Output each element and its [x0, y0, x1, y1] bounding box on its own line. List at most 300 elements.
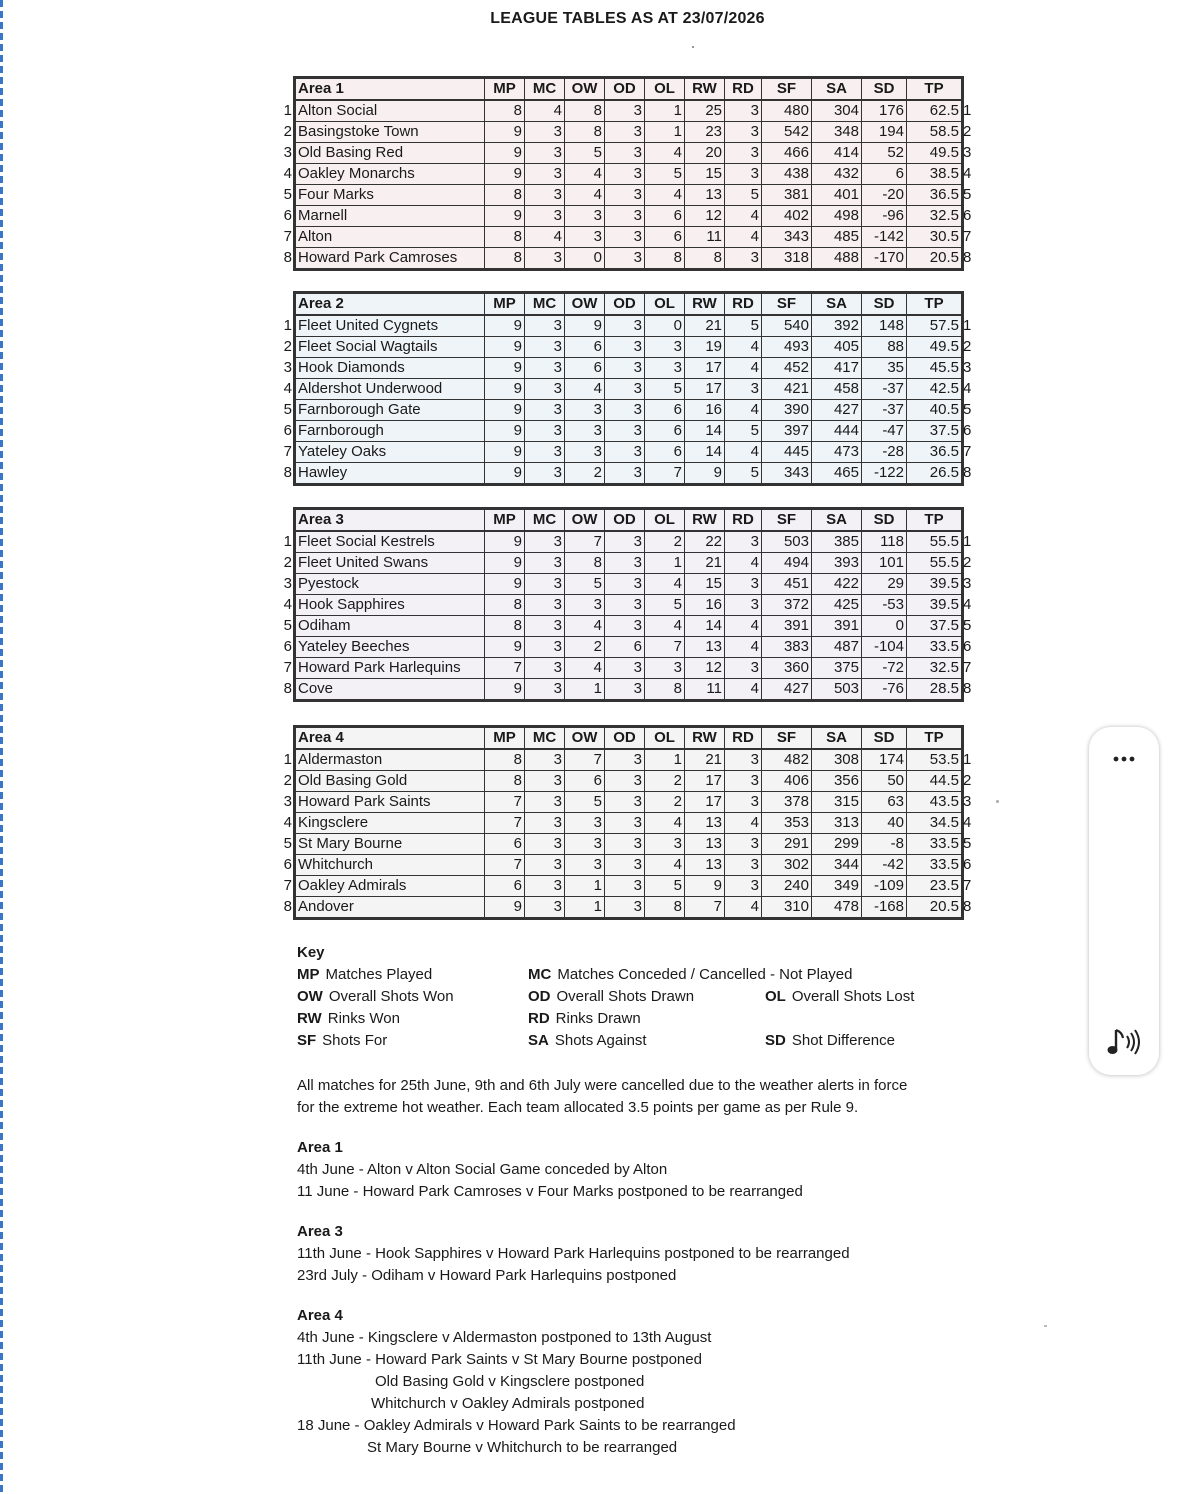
page-title: LEAGUE TABLES AS AT 23/07/2026 — [490, 10, 765, 27]
stat-cell: 3 — [525, 876, 565, 897]
stat-cell: 8 — [645, 248, 685, 270]
stat-cell: 21 — [685, 315, 725, 337]
stat-cell: 5 — [725, 315, 762, 337]
column-header: RW — [685, 509, 725, 532]
position-column-left — [281, 315, 292, 483]
column-header: SD — [862, 727, 907, 750]
position-column-left — [281, 749, 292, 917]
stat-cell: 3 — [525, 897, 565, 919]
stat-cell: 466 — [762, 143, 812, 164]
stat-cell: 3 — [605, 400, 645, 421]
stat-cell: 3 — [725, 855, 762, 876]
page-left-border — [0, 0, 3, 1494]
stat-cell: 542 — [762, 122, 812, 143]
column-header: OD — [605, 293, 645, 316]
team-name: Fleet United Swans — [295, 553, 485, 574]
stat-cell: 3 — [565, 227, 605, 248]
area-heading: Area 4 — [295, 727, 485, 750]
column-header: SA — [812, 78, 862, 101]
stat-cell: 3 — [605, 771, 645, 792]
notice-line: All matches for 25th June, 9th and 6th July were cancelled due to the weather alerts in force — [297, 1077, 908, 1094]
stat-cell: 318 — [762, 248, 812, 270]
column-header: SA — [812, 727, 862, 750]
stat-cell: 421 — [762, 379, 812, 400]
stat-cell: 427 — [762, 679, 812, 701]
stat-cell: 3 — [605, 897, 645, 919]
stat-cell: 33.5 — [907, 834, 963, 855]
column-header: OW — [565, 509, 605, 532]
column-header: OW — [565, 293, 605, 316]
position-number: 2 — [963, 123, 972, 140]
column-header: RW — [685, 293, 725, 316]
table-row — [295, 400, 963, 421]
stat-cell: 3 — [605, 531, 645, 553]
position-number: 1 — [283, 533, 292, 550]
table-row — [295, 574, 963, 595]
more-options-button[interactable] — [1105, 741, 1143, 777]
table-header-row — [295, 293, 963, 316]
team-name: Pyestock — [295, 574, 485, 595]
key-abbreviation: OD — [528, 988, 551, 1005]
stat-cell: 240 — [762, 876, 812, 897]
stat-cell: 13 — [685, 185, 725, 206]
stat-cell: 176 — [862, 100, 907, 122]
key-item — [297, 1032, 387, 1049]
column-header: OL — [645, 727, 685, 750]
stat-cell: 45.5 — [907, 358, 963, 379]
stat-cell: 353 — [762, 813, 812, 834]
stat-cell: 3 — [645, 658, 685, 679]
area-heading: Area 3 — [295, 509, 485, 532]
stat-cell: 3 — [605, 749, 645, 771]
stat-cell: -76 — [862, 679, 907, 701]
stat-cell: 8 — [485, 771, 525, 792]
stat-cell: -8 — [862, 834, 907, 855]
stat-cell: 3 — [525, 122, 565, 143]
stat-cell: 3 — [725, 248, 762, 270]
stat-cell: 6 — [605, 637, 645, 658]
stat-cell: 0 — [645, 315, 685, 337]
stat-cell: 20.5 — [907, 897, 963, 919]
team-name: Whitchurch — [295, 855, 485, 876]
league-table — [293, 76, 964, 271]
stat-cell: 8 — [485, 185, 525, 206]
stat-cell: 425 — [812, 595, 862, 616]
stat-cell: 1 — [645, 122, 685, 143]
stat-cell: 493 — [762, 337, 812, 358]
stat-cell: 3 — [605, 463, 645, 485]
position-number: 8 — [283, 249, 292, 266]
position-number: 1 — [963, 317, 972, 334]
note-line: 23rd July - Odiham v Howard Park Harlequins postponed — [297, 1267, 677, 1284]
position-number: 8 — [963, 464, 972, 481]
position-number: 5 — [963, 835, 972, 852]
column-header: OW — [565, 727, 605, 750]
stat-cell: -109 — [862, 876, 907, 897]
key-item — [297, 988, 454, 1005]
stat-cell: 9 — [685, 876, 725, 897]
team-name: Farnborough Gate — [295, 400, 485, 421]
stat-cell: 9 — [485, 379, 525, 400]
stat-cell: 4 — [725, 679, 762, 701]
stat-cell: 3 — [525, 616, 565, 637]
stat-cell: 6 — [485, 834, 525, 855]
scan-speck — [996, 800, 999, 803]
stat-cell: 1 — [565, 679, 605, 701]
column-header: TP — [907, 727, 963, 750]
stat-cell: 9 — [485, 531, 525, 553]
stat-cell: 9 — [485, 553, 525, 574]
more-horizontal-icon — [1105, 741, 1143, 777]
stat-cell: 6 — [645, 206, 685, 227]
stat-cell: 62.5 — [907, 100, 963, 122]
column-header: MC — [525, 293, 565, 316]
stat-cell: 20 — [685, 143, 725, 164]
stat-cell: 29 — [862, 574, 907, 595]
stat-cell: 13 — [685, 813, 725, 834]
stat-cell: 482 — [762, 749, 812, 771]
stat-cell: 5 — [645, 164, 685, 185]
table-row — [295, 206, 963, 227]
stat-cell: 3 — [525, 531, 565, 553]
stat-cell: 445 — [762, 442, 812, 463]
table-row — [295, 897, 963, 919]
stat-cell: 360 — [762, 658, 812, 679]
stat-cell: 32.5 — [907, 658, 963, 679]
position-number: 2 — [283, 772, 292, 789]
stat-cell: 3 — [525, 206, 565, 227]
position-number: 3 — [963, 144, 972, 161]
stat-cell: 0 — [862, 616, 907, 637]
stat-cell: 3 — [565, 442, 605, 463]
stat-cell: 9 — [485, 400, 525, 421]
stat-cell: 3 — [525, 248, 565, 270]
stat-cell: -168 — [862, 897, 907, 919]
stat-cell: 3 — [525, 679, 565, 701]
position-column-right — [963, 749, 975, 917]
position-number: 1 — [963, 751, 972, 768]
stat-cell: 3 — [605, 553, 645, 574]
stat-cell: 4 — [725, 616, 762, 637]
position-number: 8 — [963, 680, 972, 697]
stat-cell: 28.5 — [907, 679, 963, 701]
position-column-right — [963, 315, 975, 483]
stat-cell: 3 — [605, 421, 645, 442]
stat-cell: 4 — [565, 164, 605, 185]
column-header: SA — [812, 509, 862, 532]
position-number: 1 — [283, 317, 292, 334]
stat-cell: 9 — [485, 337, 525, 358]
key-description: Overall Shots Won — [328, 988, 454, 1005]
stat-cell: 32.5 — [907, 206, 963, 227]
key-abbreviation: RW — [297, 1010, 322, 1027]
team-name: Fleet Social Kestrels — [295, 531, 485, 553]
stat-cell: 9 — [485, 122, 525, 143]
stat-cell: 3 — [605, 616, 645, 637]
stat-cell: 4 — [725, 637, 762, 658]
note-line: Whitchurch v Oakley Admirals postponed — [371, 1395, 645, 1412]
stat-cell: 3 — [725, 658, 762, 679]
column-header: OD — [605, 727, 645, 750]
stat-cell: 3 — [725, 834, 762, 855]
key-item — [528, 966, 853, 983]
stat-cell: 458 — [812, 379, 862, 400]
position-number: 4 — [963, 165, 972, 182]
stat-cell: 3 — [605, 100, 645, 122]
table-row — [295, 813, 963, 834]
stat-cell: 30.5 — [907, 227, 963, 248]
stat-cell: 3 — [525, 400, 565, 421]
stat-cell: 21 — [685, 553, 725, 574]
stat-cell: 17 — [685, 379, 725, 400]
stat-cell: -122 — [862, 463, 907, 485]
stat-cell: 3 — [525, 658, 565, 679]
stat-cell: 414 — [812, 143, 862, 164]
stat-cell: 3 — [525, 792, 565, 813]
stat-cell: 39.5 — [907, 574, 963, 595]
stat-cell: 9 — [485, 463, 525, 485]
read-aloud-button[interactable] — [1103, 1022, 1145, 1062]
read-aloud-icon — [1103, 1022, 1145, 1062]
stat-cell: 503 — [812, 679, 862, 701]
stat-cell: 4 — [725, 813, 762, 834]
stat-cell: 8 — [565, 122, 605, 143]
stat-cell: 3 — [605, 122, 645, 143]
stat-cell: 378 — [762, 792, 812, 813]
table-row — [295, 227, 963, 248]
stat-cell: 3 — [525, 421, 565, 442]
stat-cell: 16 — [685, 595, 725, 616]
table-row — [295, 531, 963, 553]
position-number: 6 — [283, 856, 292, 873]
stat-cell: 3 — [645, 358, 685, 379]
stat-cell: 4 — [525, 227, 565, 248]
stat-cell: 3 — [525, 637, 565, 658]
stat-cell: -28 — [862, 442, 907, 463]
position-number: 6 — [963, 422, 972, 439]
team-name: Aldermaston — [295, 749, 485, 771]
position-number: 2 — [963, 554, 972, 571]
stat-cell: 3 — [565, 595, 605, 616]
stat-cell: -104 — [862, 637, 907, 658]
note-line: Old Basing Gold v Kingsclere postponed — [375, 1373, 645, 1390]
stat-cell: 9 — [485, 442, 525, 463]
position-number: 3 — [283, 144, 292, 161]
stat-cell: 4 — [645, 574, 685, 595]
position-number: 1 — [283, 751, 292, 768]
stat-cell: 3 — [565, 421, 605, 442]
stat-cell: 3 — [725, 595, 762, 616]
stat-cell: 8 — [485, 100, 525, 122]
position-number: 4 — [283, 380, 292, 397]
key-abbreviation: OW — [297, 988, 323, 1005]
column-header: TP — [907, 78, 963, 101]
stat-cell: 88 — [862, 337, 907, 358]
stat-cell: -53 — [862, 595, 907, 616]
stat-cell: 3 — [525, 164, 565, 185]
stat-cell: 405 — [812, 337, 862, 358]
table-row — [295, 553, 963, 574]
position-number: 6 — [283, 207, 292, 224]
position-number: 6 — [963, 856, 972, 873]
stat-cell: 498 — [812, 206, 862, 227]
stat-cell: 465 — [812, 463, 862, 485]
stat-cell: 3 — [725, 379, 762, 400]
stat-cell: 3 — [525, 771, 565, 792]
scan-speck — [1044, 1325, 1047, 1327]
stat-cell: 8 — [485, 749, 525, 771]
team-name: Marnell — [295, 206, 485, 227]
stat-cell: 478 — [812, 897, 862, 919]
stat-cell: 4 — [725, 400, 762, 421]
column-header: MP — [485, 78, 525, 101]
stat-cell: 3 — [605, 143, 645, 164]
note-line: 11 June - Howard Park Camroses v Four Marks postponed to be rearranged — [297, 1183, 803, 1200]
stat-cell: 23.5 — [907, 876, 963, 897]
column-header: OL — [645, 509, 685, 532]
table-row — [295, 792, 963, 813]
stat-cell: 52 — [862, 143, 907, 164]
column-header: OD — [605, 78, 645, 101]
stat-cell: 44.5 — [907, 771, 963, 792]
stat-cell: 3 — [525, 553, 565, 574]
stat-cell: 391 — [812, 616, 862, 637]
stat-cell: 304 — [812, 100, 862, 122]
key-abbreviation: OL — [765, 988, 786, 1005]
position-number: 2 — [283, 554, 292, 571]
column-header: SD — [862, 293, 907, 316]
stat-cell: 33.5 — [907, 855, 963, 876]
stat-cell: 57.5 — [907, 315, 963, 337]
stat-cell: 375 — [812, 658, 862, 679]
stat-cell: 40 — [862, 813, 907, 834]
stat-cell: 503 — [762, 531, 812, 553]
stat-cell: 3 — [525, 813, 565, 834]
key-item — [765, 1032, 895, 1049]
stat-cell: 9 — [565, 315, 605, 337]
position-number: 2 — [963, 338, 972, 355]
stat-cell: 3 — [605, 358, 645, 379]
stat-cell: -20 — [862, 185, 907, 206]
table-row — [295, 749, 963, 771]
stat-cell: -47 — [862, 421, 907, 442]
position-number: 4 — [963, 380, 972, 397]
stat-cell: 3 — [605, 337, 645, 358]
position-number: 3 — [963, 793, 972, 810]
team-name: Alton Social — [295, 100, 485, 122]
stat-cell: 36.5 — [907, 442, 963, 463]
note-line: St Mary Bourne v Whitchurch to be rearranged — [367, 1439, 678, 1456]
position-number: 7 — [963, 877, 972, 894]
key-abbreviation: MP — [297, 966, 320, 983]
stat-cell: 3 — [525, 463, 565, 485]
note-line: 11th June - Howard Park Saints v St Mary Bourne postponed — [297, 1351, 702, 1368]
stat-cell: 302 — [762, 855, 812, 876]
stat-cell: 1 — [645, 100, 685, 122]
stat-cell: 4 — [645, 185, 685, 206]
stat-cell: 349 — [812, 876, 862, 897]
stat-cell: 391 — [762, 616, 812, 637]
stat-cell: 25 — [685, 100, 725, 122]
stat-cell: 315 — [812, 792, 862, 813]
stat-cell: 36.5 — [907, 185, 963, 206]
area-heading: Area 2 — [295, 293, 485, 316]
stat-cell: 343 — [762, 463, 812, 485]
team-name: Fleet United Cygnets — [295, 315, 485, 337]
stat-cell: 37.5 — [907, 421, 963, 442]
team-name: Howard Park Harlequins — [295, 658, 485, 679]
key-item — [297, 1010, 400, 1027]
position-number: 4 — [283, 596, 292, 613]
stat-cell: 3 — [525, 442, 565, 463]
column-header: SF — [762, 727, 812, 750]
stat-cell: 4 — [725, 358, 762, 379]
position-number: 8 — [283, 898, 292, 915]
stat-cell: 3 — [525, 143, 565, 164]
team-name: Farnborough — [295, 421, 485, 442]
stat-cell: 5 — [725, 463, 762, 485]
key-item — [297, 966, 432, 983]
position-number: 7 — [963, 228, 972, 245]
stat-cell: 5 — [565, 574, 605, 595]
table-row — [295, 463, 963, 485]
stat-cell: 6 — [645, 421, 685, 442]
key-abbreviation: SA — [528, 1032, 549, 1049]
stat-cell: 12 — [685, 206, 725, 227]
stat-cell: 5 — [645, 876, 685, 897]
stat-cell: 5 — [645, 379, 685, 400]
stat-cell: 344 — [812, 855, 862, 876]
stat-cell: 3 — [605, 834, 645, 855]
table-row — [295, 442, 963, 463]
stat-cell: 451 — [762, 574, 812, 595]
position-number: 7 — [283, 659, 292, 676]
stat-cell: 3 — [565, 834, 605, 855]
stat-cell: -96 — [862, 206, 907, 227]
stat-cell: 6 — [862, 164, 907, 185]
stat-cell: 3 — [725, 771, 762, 792]
team-name: Old Basing Gold — [295, 771, 485, 792]
key-item — [528, 1032, 647, 1049]
position-number: 4 — [963, 596, 972, 613]
position-number: 5 — [283, 186, 292, 203]
stat-cell: 6 — [645, 400, 685, 421]
stat-cell: 43.5 — [907, 792, 963, 813]
column-header: MC — [525, 78, 565, 101]
position-column-right — [963, 531, 975, 699]
stat-cell: 4 — [645, 813, 685, 834]
stat-cell: 432 — [812, 164, 862, 185]
league-table — [293, 291, 964, 486]
stat-cell: 9 — [485, 358, 525, 379]
stat-cell: 356 — [812, 771, 862, 792]
stat-cell: 9 — [485, 315, 525, 337]
team-name: Hawley — [295, 463, 485, 485]
key-title: Key — [297, 944, 325, 961]
position-number: 5 — [283, 835, 292, 852]
stat-cell: 385 — [812, 531, 862, 553]
stat-cell: 9 — [485, 679, 525, 701]
team-name: Odiham — [295, 616, 485, 637]
column-header: OW — [565, 78, 605, 101]
team-name: Howard Park Saints — [295, 792, 485, 813]
stat-cell: 6 — [565, 337, 605, 358]
stat-cell: 19 — [685, 337, 725, 358]
key-description: Matches Conceded / Cancelled - Not Played — [557, 966, 853, 983]
stat-cell: 7 — [485, 792, 525, 813]
stat-cell: 9 — [485, 206, 525, 227]
table-row — [295, 185, 963, 206]
